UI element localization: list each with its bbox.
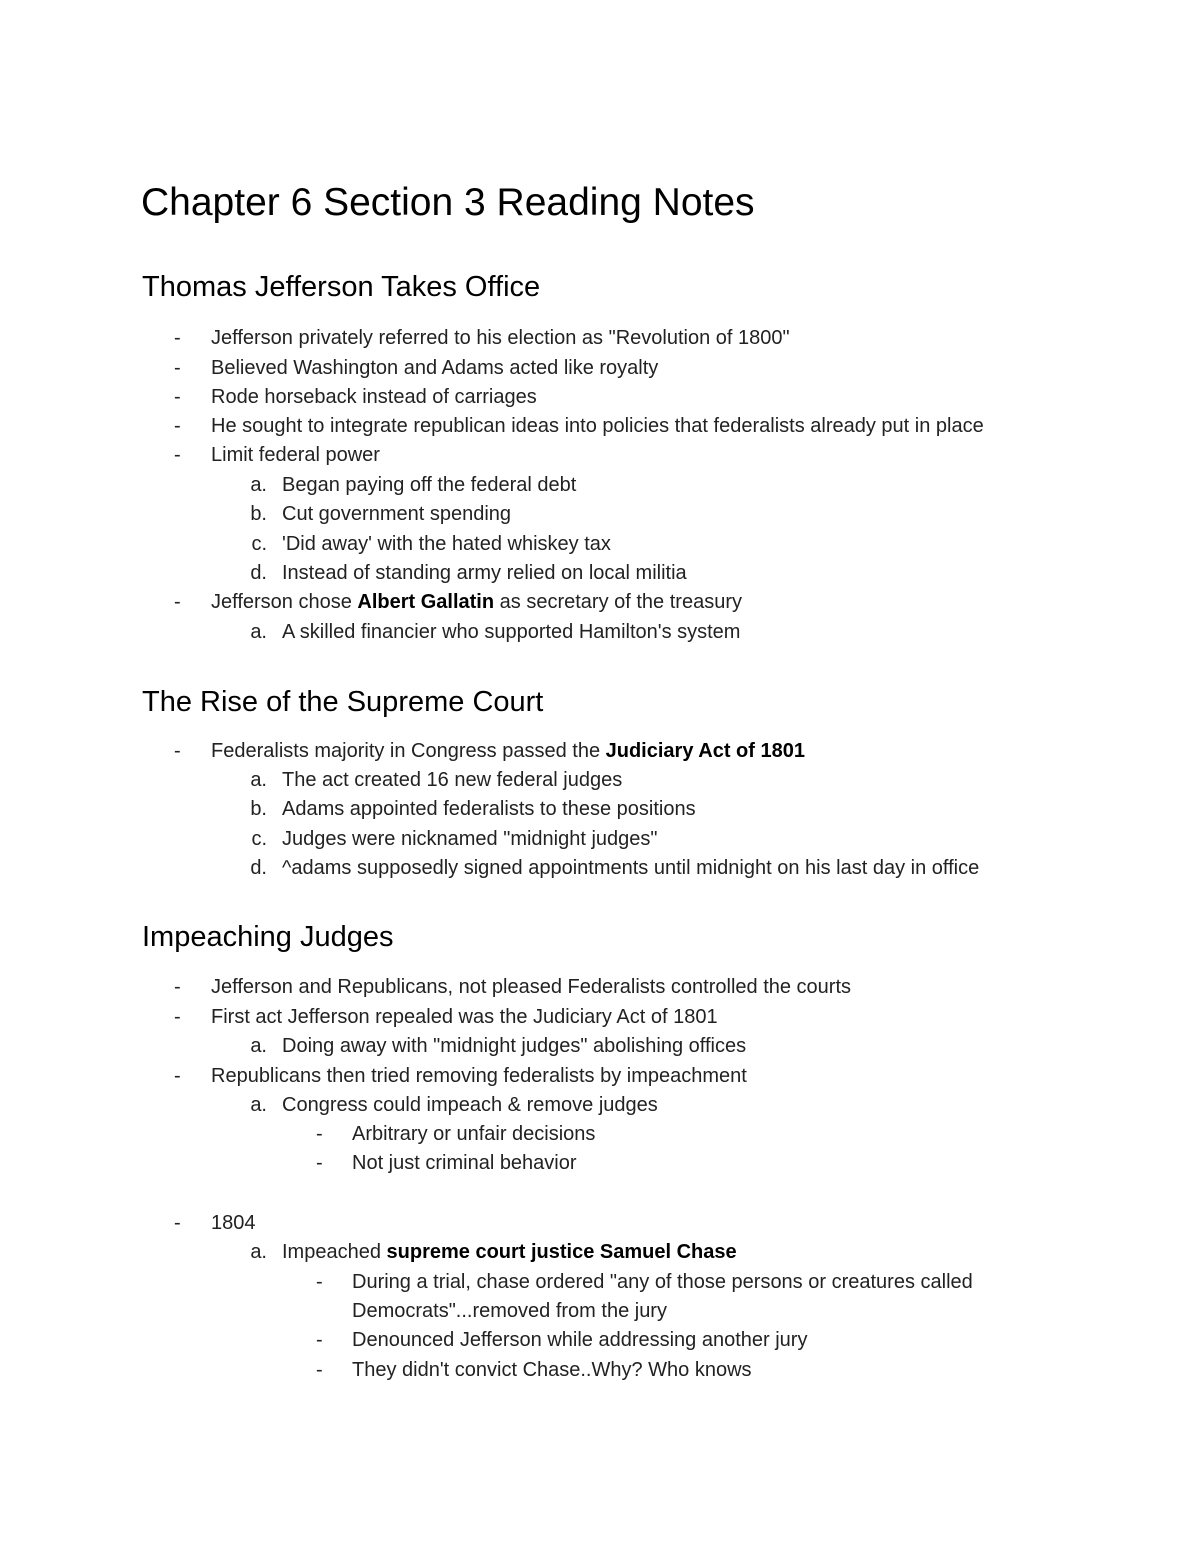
- list-marker: a.: [250, 1094, 267, 1116]
- sub-list-item: A skilled financier who supported Hamilton's system: [282, 621, 741, 643]
- list-marker: c.: [251, 828, 267, 850]
- sub-sub-list-item: Not just criminal behavior: [352, 1152, 577, 1174]
- list-item: Republicans then tried removing federalists by impeachment: [211, 1065, 747, 1087]
- sub-list-item: ^adams supposedly signed appointments until midnight on his last day in office: [282, 857, 980, 879]
- dash-bullet: -: [174, 415, 181, 437]
- sub-sub-list-item: Arbitrary or unfair decisions: [352, 1123, 596, 1145]
- section-heading: Thomas Jefferson Takes Office: [142, 271, 541, 303]
- sub-sub-list-item: They didn't convict Chase..Why? Who knows: [352, 1359, 752, 1381]
- list-item: He sought to integrate republican ideas into policies that federalists already put in place: [211, 415, 984, 437]
- sub-list-item: Doing away with "midnight judges" abolishing offices: [282, 1035, 747, 1057]
- sub-list-item: The act created 16 new federal judges: [282, 769, 623, 791]
- bold-term: Albert Gallatin: [357, 591, 495, 613]
- list-marker: d.: [250, 857, 267, 879]
- list-item: Jefferson and Republicans, not pleased Federalists controlled the courts: [211, 976, 852, 998]
- dash-bullet: -: [316, 1152, 323, 1174]
- sub-list-item: Impeached supreme court justice Samuel Chase: [282, 1241, 737, 1263]
- dash-bullet: -: [316, 1123, 323, 1145]
- list-item: 1804: [211, 1212, 256, 1234]
- dash-bullet: -: [316, 1329, 323, 1351]
- dash-bullet: -: [174, 1006, 181, 1028]
- list-marker: c.: [251, 533, 267, 555]
- list-marker: a.: [250, 769, 267, 791]
- dash-bullet: -: [174, 591, 181, 613]
- list-marker: a.: [250, 1241, 267, 1263]
- list-marker: a.: [250, 474, 267, 496]
- dash-bullet: -: [316, 1359, 323, 1381]
- list-item: Federalists majority in Congress passed the Judiciary Act of 1801: [211, 740, 805, 762]
- section-heading: The Rise of the Supreme Court: [142, 686, 544, 718]
- list-item: Jefferson privately referred to his election as "Revolution of 1800": [211, 327, 790, 349]
- dash-bullet: -: [174, 386, 181, 408]
- dash-bullet: -: [174, 444, 181, 466]
- list-marker: b.: [250, 798, 267, 820]
- dash-bullet: -: [174, 357, 181, 379]
- sub-sub-list-item-continuation: Democrats"...removed from the jury: [352, 1300, 667, 1322]
- dash-bullet: -: [316, 1271, 323, 1293]
- list-marker: a.: [250, 621, 267, 643]
- sub-list-item: Adams appointed federalists to these positions: [282, 798, 696, 820]
- dash-bullet: -: [174, 1065, 181, 1087]
- sub-list-item: Began paying off the federal debt: [282, 474, 577, 496]
- sub-sub-list-item: Denounced Jefferson while addressing another jury: [352, 1329, 808, 1351]
- list-marker: b.: [250, 503, 267, 525]
- list-item: Limit federal power: [211, 444, 380, 466]
- bold-term: Judiciary Act of 1801: [605, 740, 805, 762]
- sub-sub-list-item: During a trial, chase ordered "any of those persons or creatures called: [352, 1271, 973, 1293]
- list-item: Rode horseback instead of carriages: [211, 386, 537, 408]
- bold-term: supreme court justice Samuel Chase: [386, 1241, 737, 1263]
- dash-bullet: -: [174, 976, 181, 998]
- section-heading: Impeaching Judges: [142, 921, 394, 953]
- list-item: Jefferson chose Albert Gallatin as secretary of the treasury: [211, 591, 742, 613]
- sub-list-item: Cut government spending: [282, 503, 512, 525]
- list-item: Believed Washington and Adams acted like royalty: [211, 357, 659, 379]
- dash-bullet: -: [174, 1212, 181, 1234]
- sub-list-item: 'Did away' with the hated whiskey tax: [282, 533, 611, 555]
- sub-list-item: Judges were nicknamed "midnight judges": [282, 828, 658, 850]
- dash-bullet: -: [174, 327, 181, 349]
- list-marker: a.: [250, 1035, 267, 1057]
- dash-bullet: -: [174, 740, 181, 762]
- list-marker: d.: [250, 562, 267, 584]
- sub-list-item: Instead of standing army relied on local militia: [282, 562, 687, 584]
- sub-list-item: Congress could impeach & remove judges: [282, 1094, 658, 1116]
- list-item: First act Jefferson repealed was the Judiciary Act of 1801: [211, 1006, 718, 1028]
- page-title: Chapter 6 Section 3 Reading Notes: [141, 181, 755, 224]
